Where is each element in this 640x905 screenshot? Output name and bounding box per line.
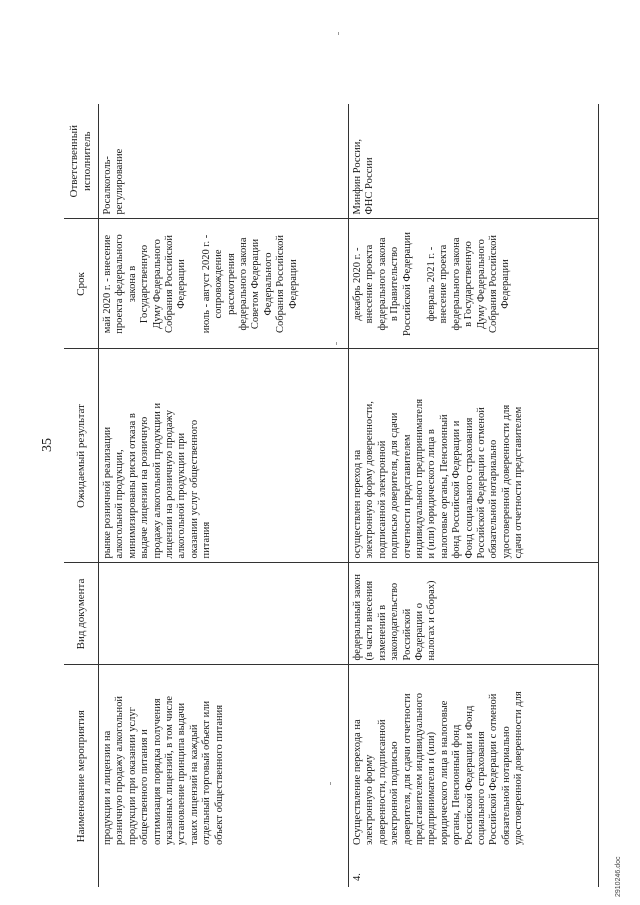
text-line: общественного питания и <box>139 729 151 845</box>
text-line: ФНС России <box>364 157 376 215</box>
text-line: Собрания Российской <box>275 235 287 333</box>
text-line: электронной подписью <box>389 741 401 845</box>
measure-cell <box>349 665 599 849</box>
text-line: Собрания Российской <box>164 235 176 333</box>
text-line: индивидуального предпринимателя <box>414 398 426 559</box>
header-result: Ожидаемый результат <box>64 349 99 563</box>
measures-table <box>64 104 599 887</box>
scan-speck <box>330 782 331 785</box>
text-line: оказании услуг общественного <box>188 419 200 559</box>
header-measure: Наименование мероприятия <box>64 665 99 887</box>
text-line: лицензии на розничную продажу <box>164 409 176 559</box>
text-line: юридического лица в налоговые <box>438 700 450 845</box>
text-line: электронную форму <box>364 754 376 845</box>
text-line: Федерального <box>262 252 274 316</box>
text-line: в Правительство <box>389 246 401 322</box>
text-line: Федерации <box>287 259 299 309</box>
deadline-block <box>352 224 414 345</box>
text-line: продукции при оказании услуг <box>126 707 138 845</box>
row-number <box>99 849 349 887</box>
text-line: рынке розничной реализации <box>102 426 113 559</box>
text-line: органы, Пенсионный фонд <box>451 724 463 845</box>
deadline-cell <box>99 219 349 349</box>
text-line: Росалкоголь- <box>102 156 113 215</box>
row-number: 4. <box>349 849 599 887</box>
text-line: фонд Российской Федерации и <box>451 420 463 559</box>
text-line: федерального закона <box>238 237 250 331</box>
text-line: Собрания Российской <box>488 235 500 333</box>
text-line: минимизированы риски отказа в <box>126 413 138 559</box>
text-line: сдачи отчетности представителем <box>513 406 525 559</box>
text-line: выдаче лицензии на розничную <box>139 416 151 559</box>
text-line: алкогольной продукции при <box>176 432 188 559</box>
text-line: подписью доверителя, для сдачи <box>389 412 401 559</box>
header-responsible <box>64 104 99 219</box>
page-number: 35 <box>40 438 55 452</box>
document-code: 2910246.doc <box>615 856 622 897</box>
text-line: Федерации <box>500 259 512 309</box>
text-line: оптимизация порядка получения <box>151 698 163 845</box>
text-line: Фонд социального страхования <box>463 417 475 559</box>
text-line: федерального закона <box>376 237 388 331</box>
text-line: декабрь 2020 г. - <box>352 247 363 321</box>
text-line: Думу Федерального <box>151 239 163 329</box>
text-line: продукции и лицензии на <box>102 730 113 845</box>
text-line: федерального закона <box>450 237 462 331</box>
table-header-row <box>64 104 99 887</box>
text-line: объект общественного питания <box>213 704 225 845</box>
text-line: внесение проекта <box>438 244 450 324</box>
header-responsible-line: исполнитель <box>81 131 93 191</box>
header-deadline: Срок <box>64 219 99 349</box>
text-line: регулирование <box>114 148 126 215</box>
deadline-block <box>426 224 513 345</box>
responsible-cell <box>99 104 349 219</box>
deadline-block <box>201 224 300 345</box>
text-line: Думу Федерального <box>475 239 487 329</box>
text-line: обязательной нотариально <box>488 439 500 559</box>
doc-type-cell <box>349 563 599 665</box>
deadline-cell <box>349 219 599 349</box>
text-line: проекта федерального <box>114 234 126 334</box>
text-line: Советом Федерации <box>250 238 262 330</box>
text-line: июль - август 2020 г. - <box>200 234 212 334</box>
text-line: обязательной нотариально <box>500 726 512 845</box>
text-line: Российской <box>401 608 413 661</box>
text-line: и (или) юридического лица в <box>426 429 438 559</box>
deadline-block <box>102 224 189 345</box>
text-line: сопровождение <box>213 249 225 319</box>
text-line: электронную форму доверенности, <box>364 401 376 559</box>
text-line: май 2020 г. - внесение <box>102 234 113 334</box>
text-line: Минфин России, <box>352 138 363 215</box>
text-line: установление принципа выдачи <box>176 702 188 845</box>
scan-speck <box>336 342 337 345</box>
text-line: (в части внесения <box>364 580 376 661</box>
text-line: рассмотрения <box>225 253 237 315</box>
text-line: отчетности представителем <box>401 434 413 559</box>
text-line: федеральный закон <box>352 573 363 661</box>
table-row <box>99 104 349 887</box>
text-line: Федерации <box>176 259 188 309</box>
scan-speck <box>338 32 339 35</box>
header-doc-type: Вид документа <box>64 563 99 665</box>
text-line: изменений в <box>376 604 388 661</box>
text-line: Российской Федерации с отменой <box>488 693 500 845</box>
text-line: Осуществление перехода на <box>352 719 363 845</box>
table-row <box>349 104 599 887</box>
result-cell <box>99 349 349 563</box>
text-line: подписанной электронной <box>376 440 388 559</box>
responsible-cell <box>349 104 599 219</box>
text-line: Российской Федерации <box>401 232 413 336</box>
text-line: доверителя, для сдачи отчетности <box>401 693 413 845</box>
text-line: социального страхования <box>476 731 488 845</box>
text-line: удостоверенной доверенности для <box>500 404 512 559</box>
text-line: Государственную <box>139 244 151 324</box>
text-line: законодательство <box>389 582 401 661</box>
text-line: налогах и сборах) <box>426 580 438 661</box>
text-line: в Государственную <box>463 241 475 327</box>
text-line: питания <box>201 521 213 559</box>
text-line: доверенности, подписанной <box>376 719 388 845</box>
text-line: указанных лицензий, в том числе <box>164 695 176 845</box>
text-line: Российской Федерации и Фонд <box>463 705 475 845</box>
text-line: Российской Федерации с отменой <box>476 407 488 559</box>
text-line: налоговые органы, Пенсионный <box>438 414 450 559</box>
text-line: февраль 2021 г. - <box>426 246 438 322</box>
text-line: таких лицензий на каждый <box>188 724 200 845</box>
measure-cell <box>99 665 349 849</box>
doc-type-cell <box>99 563 349 665</box>
text-line: алкогольной продукции, <box>114 449 126 559</box>
text-line: представителем индивидуального <box>414 693 426 845</box>
text-line: продажу алкогольной продукции и <box>151 402 163 559</box>
header-responsible-line: Ответственный <box>68 125 80 198</box>
text-line: внесение проекта <box>364 244 376 324</box>
text-line: удостоверенной доверенности для <box>513 691 525 845</box>
text-line: розничную продажу алкогольной <box>114 696 126 845</box>
text-line: осуществлен переход на <box>352 449 363 559</box>
text-line: Федерации о <box>414 603 426 661</box>
text-line: закона в <box>126 265 138 303</box>
text-line: отдельный торговый объект или <box>201 700 213 845</box>
result-cell <box>349 349 599 563</box>
text-line: предпринимателя и (или) <box>426 731 438 845</box>
